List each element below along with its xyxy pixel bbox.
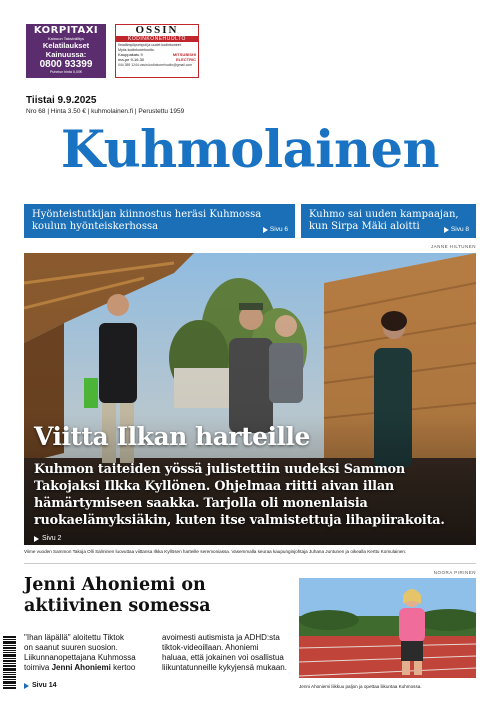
ad-korpitaxi-phone: 0800 93399 bbox=[39, 59, 93, 70]
teaser-line: koulun hyönteiskerhossa bbox=[32, 221, 159, 232]
arrow-right-icon bbox=[24, 683, 29, 689]
teaser-page-label: Sivu 8 bbox=[450, 226, 469, 233]
teaser-new-hairdresser[interactable] bbox=[301, 204, 476, 238]
masthead-title[interactable]: Kuhmolainen bbox=[60, 120, 440, 180]
second-story-title-line: aktiivinen somessa bbox=[24, 596, 211, 616]
main-page-ref[interactable] bbox=[34, 535, 61, 542]
second-story-page-ref-label: Sivu 14 bbox=[32, 682, 57, 689]
ad-ossin-address: Kauppakatu 9 bbox=[118, 52, 143, 57]
main-story-photo[interactable] bbox=[24, 253, 476, 545]
teaser-line: kun Sirpa Mäki aloitti bbox=[309, 221, 420, 232]
body-text: kertoo bbox=[113, 663, 136, 672]
body-line: "Ihan läpällä" aloitettu Tiktok bbox=[24, 633, 124, 642]
issue-date: Tiistai 9.9.2025 bbox=[26, 95, 97, 106]
body-line bbox=[24, 663, 150, 673]
ad-korpitaxi-line2: Kainuussa: bbox=[45, 50, 87, 59]
main-photo-credit: JANNE HILTUNEN bbox=[430, 244, 476, 249]
ad-korpitaxi-brand: KORPITAXI bbox=[33, 25, 99, 36]
second-photo-caption: Jenni Ahoniemi liikkuu paljon ja opettaa liikuntaa Kuhmossa. bbox=[299, 684, 422, 689]
teaser-text bbox=[32, 209, 261, 233]
main-photo-caption: Viime vuoden Sammon Takoja Olli Salminen luovuttaa viittansa Ilkka Kyllösen harteille seremoniassa. Vasemmalla seuraa kaupunginjohtaja Juhana Juntunen ja oikealla Kerttu Komulainen. bbox=[24, 549, 407, 554]
ad-ossin-footer: 044 389 1244 ossin.kodinkonehuolto@gmail.com bbox=[118, 63, 193, 67]
main-headline[interactable]: Viitta Ilkan harteille bbox=[34, 422, 310, 451]
body-line: Liikunnanopettajana Kuhmossa bbox=[24, 653, 136, 662]
main-page-ref-label: Sivu 2 bbox=[42, 535, 62, 542]
ad-ossin[interactable] bbox=[115, 24, 199, 78]
ad-korpitaxi-note: Puhelun hinta 0,00€ bbox=[50, 70, 82, 74]
second-story-col2 bbox=[162, 633, 288, 673]
teaser-insect-researcher[interactable] bbox=[24, 204, 295, 238]
second-story-title-line: Jenni Ahoniemi on bbox=[24, 575, 206, 595]
teaser-page-ref bbox=[263, 226, 288, 233]
second-story-photo[interactable] bbox=[299, 578, 476, 678]
arrow-right-icon bbox=[34, 536, 39, 542]
body-line: haluaa, että jokainen voi osallistua bbox=[162, 653, 284, 662]
ad-ossin-brand: OSSIN bbox=[135, 24, 179, 36]
second-story-col1 bbox=[24, 633, 150, 673]
arrow-right-icon bbox=[263, 227, 268, 233]
body-line: avoimesti autismista ja ADHD:sta bbox=[162, 633, 280, 642]
teaser-line: Hyönteistutkijan kiinnostus heräsi Kuhmossa bbox=[32, 209, 262, 220]
teaser-page-ref bbox=[444, 226, 469, 233]
ad-korpitaxi[interactable] bbox=[26, 24, 106, 78]
body-line: on saanut suuren suosion. bbox=[24, 643, 118, 652]
second-photo-image bbox=[299, 578, 476, 678]
ad-ossin-info-row bbox=[116, 52, 198, 62]
barcode bbox=[3, 636, 16, 694]
ad-ossin-hours: ma-pe 9-16.30 bbox=[118, 56, 145, 62]
ad-ossin-partner-logo bbox=[173, 53, 196, 62]
ad-ossin-tagline1: Ilmalämpöpumput ja uudet kodinkoneet. bbox=[118, 43, 182, 47]
ad-korpitaxi-subtitle: Kainuun Taksivälitys bbox=[48, 36, 84, 41]
person-name: Jenni Ahoniemi bbox=[51, 663, 111, 672]
teaser-text bbox=[309, 209, 459, 233]
main-lead: Kuhmon taiteiden yössä julistettiin uudeksi Sammon Takojaksi Ilkka Kyllönen. Ohjelmaa riitti aivan illan hämärtymiseen saakka. Tarjolla oli monenlaisia ruokaelämyksiäkin, kuten itse valmistettuja lihapiirakoita. bbox=[34, 462, 445, 528]
ad-ossin-partner-line1: MITSUBISHI bbox=[172, 52, 196, 57]
teaser-page-label: Sivu 6 bbox=[269, 226, 288, 233]
ad-ossin-tagline2: Myös kodinkonehuolto. bbox=[118, 48, 155, 52]
teaser-line: Kuhmo sai uuden kampaajan, bbox=[309, 209, 459, 220]
arrow-right-icon bbox=[444, 227, 449, 233]
ad-ossin-partner-line2: ELECTRIC bbox=[176, 56, 196, 62]
body-line: tiktok-videoillaan. Ahoniemi bbox=[162, 643, 259, 652]
body-line: liikuntatunneille kykyjensä mukaan. bbox=[162, 663, 287, 672]
section-divider bbox=[24, 563, 476, 564]
ad-ossin-bar: KODINKONEHUOLTO bbox=[116, 36, 198, 42]
ad-ossin-address-block bbox=[118, 53, 144, 62]
issue-info: Nro 68 | Hinta 3.50 € | kuhmolainen.fi | Perustettu 1959 bbox=[26, 108, 185, 115]
ad-korpitaxi-line1: Kelatilaukset bbox=[42, 41, 90, 50]
body-text: toimiva bbox=[24, 663, 50, 672]
second-story-title[interactable] bbox=[24, 575, 211, 617]
second-story-page-ref[interactable] bbox=[24, 682, 57, 689]
second-photo-credit: NOORA PIRINEN bbox=[433, 570, 476, 575]
